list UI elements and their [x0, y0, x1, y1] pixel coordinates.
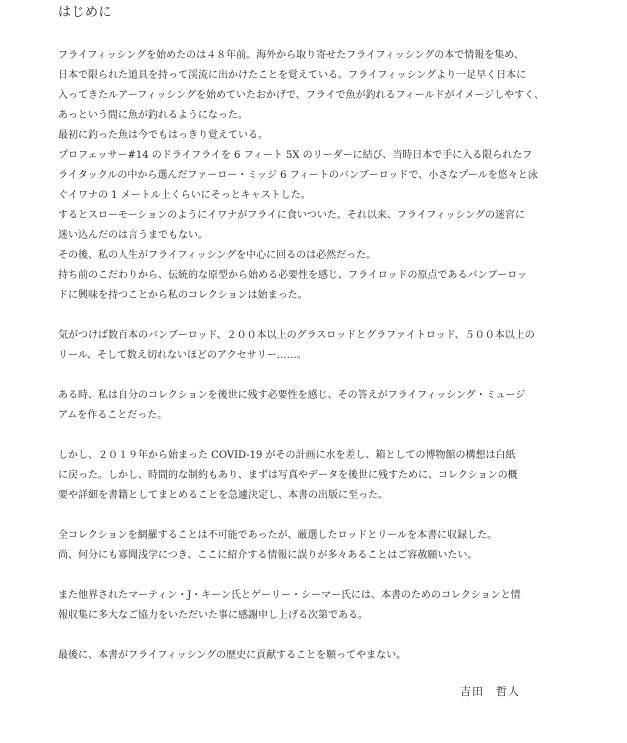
paragraph — [58, 586, 528, 626]
text-line: ドに興味を持つことから私のコレクションは始まった。 — [58, 290, 308, 301]
paragraph-gap — [58, 566, 528, 586]
text-line: 最後に、本書がフライフィッシングの歴史に貢献することを願ってやまない。 — [58, 650, 407, 661]
text-line: フライフィッシングを始めたのは４８年前。海外から取り寄せたフライフィッシングの本で情報を集め、 — [58, 50, 524, 61]
paragraph — [58, 326, 535, 366]
paragraph — [58, 46, 544, 306]
text-line: ある時、私は自分のコレクションを後世に残す必要性を感じ、その答えがフライフィッシング・ミュージ — [58, 390, 526, 401]
paragraph-gap — [58, 366, 528, 386]
author-signature: 吉田 哲人 — [460, 685, 520, 698]
text-line: 尚、何分にも寡聞浅学につき、ここに紹介する情報に誤りが多々あることはご容赦願いたい。 — [58, 550, 478, 561]
text-line: しかし、２０１９年から始まった COVID-19 がその計画に水を差し、箱としての博物館の構想は白紙 — [58, 450, 516, 461]
text-line: また他界されたマーティン・J・キーン氏とゲーリー・シーマー氏には、本書のためのコレクションと情 — [58, 590, 521, 601]
text-line: 迷い込んだのは言うまでもない。 — [58, 230, 208, 241]
text-line: 全コレクションを網羅することは不可能であったが、厳選したロッドとリールを本書に収録した。 — [58, 530, 498, 541]
text-line: 気がつけば数百本のバンブーロッド、２００本以上のグラスロッドとグラファイトロッド、５００本以上の — [58, 330, 535, 341]
paragraph — [58, 446, 528, 506]
paragraph-gap — [58, 306, 528, 326]
text-line: に戻った。しかし、時間的な制約もあり、まずは写真やデータを後世に残すために、コレクションの概 — [58, 470, 518, 481]
text-line: その後、私の人生がフライフィッシングを中心に回るのは必然だった。 — [58, 250, 377, 261]
text-line: ぐイワナの 1 メートル上くらいにそっとキャストした。 — [58, 190, 311, 201]
text-line: ライタックルの中から選んだファーロー・ミッジ 6 フィートのバンブーロッドで、小さなプールを悠々と泳 — [58, 170, 538, 181]
paragraph-gap — [58, 626, 528, 646]
body-text — [58, 46, 544, 666]
text-line: あっという間に魚が釣れるようになった。 — [58, 110, 248, 121]
text-line: アムを作ることだった。 — [58, 410, 168, 421]
text-line: 入ってきたルアーフィッシングを始めていたおかげで、フライで魚が釣れるフィールドがイメージしやすく、 — [58, 90, 544, 101]
paragraph-gap — [58, 426, 528, 446]
text-line: 要や詳細を書籍としてまとめることを急遽決定し、本書の出版に至った。 — [58, 490, 388, 501]
page-title: はじめに — [58, 5, 113, 20]
text-line: 最初に釣った魚は今でもはっきり覚えている。 — [58, 130, 268, 141]
paragraph — [58, 526, 528, 566]
paragraph-gap — [58, 506, 528, 526]
text-line: 持ち前のこだわりから、伝統的な原型から始める必要性を感じ、フライロッドの原点であるバンブーロッ — [58, 270, 527, 281]
text-line: プロフェッサー#14 のドライフライを 6 フィート 5X のリーダーに結び、当時日本で手に入る限られたフ — [58, 150, 533, 161]
paragraph — [58, 386, 528, 426]
paragraph — [58, 646, 528, 666]
text-line: リール、そして数え切れないほどのアクセサリー……。 — [58, 350, 307, 361]
text-line: 日本で限られた道具を持って渓流に出かけたことを覚えている。フライフィッシングより一足早く日本に — [58, 70, 527, 81]
text-line: 報収集に多大なご協力をいただいた事に感謝申し上げる次第である。 — [58, 610, 368, 621]
text-line: するとスローモーションのようにイワナがフライに食いついた。それ以来、フライフィッシングの迷宮に — [58, 210, 526, 221]
